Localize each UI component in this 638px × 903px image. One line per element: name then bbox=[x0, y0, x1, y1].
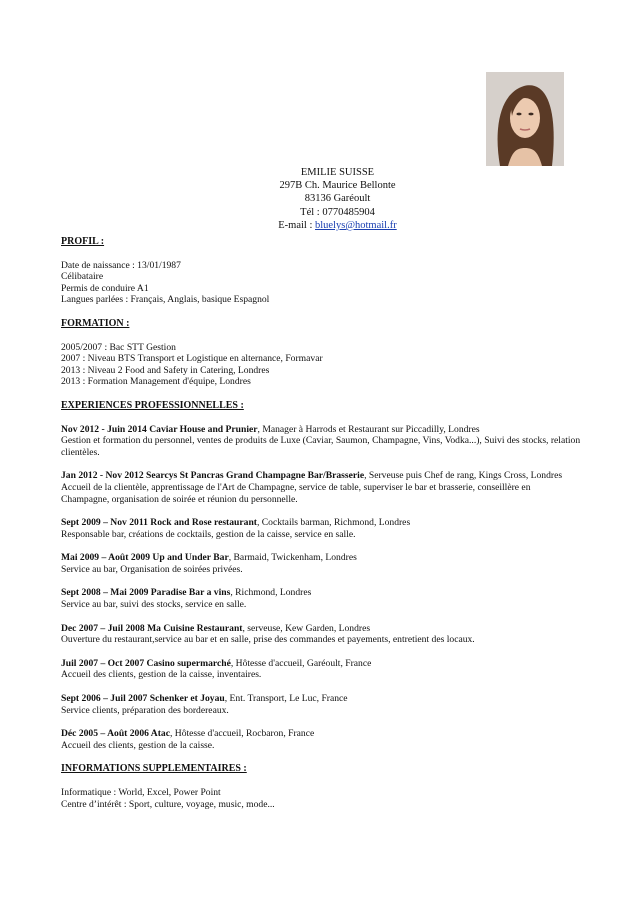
job-entry bbox=[61, 587, 581, 610]
formation-line: 2005/2007 : Bac STT Gestion bbox=[61, 341, 176, 353]
job-title: Juil 2007 – Oct 2007 Casino supermarché bbox=[61, 657, 231, 669]
profile-photo bbox=[486, 72, 564, 166]
section-title-formation: FORMATION : bbox=[61, 317, 130, 329]
job-details: , Barmaid, Twickenham, Londres bbox=[228, 552, 357, 564]
job-details: , Serveuse puis Chef de rang, Kings Cross, Londres bbox=[364, 470, 563, 482]
job-title: Jan 2012 - Nov 2012 Searcys St Pancras Grand Champagne Bar/Brasserie bbox=[61, 470, 365, 482]
job-title: Nov 2012 - Juin 2014 Caviar House and Prunier bbox=[61, 423, 258, 435]
address-line: 297B Ch. Maurice Bellonte bbox=[279, 180, 396, 192]
section-title-profil: PROFIL : bbox=[61, 236, 105, 247]
job-details: , Cocktails barman, Richmond, Londres bbox=[256, 517, 411, 529]
profil-lines bbox=[61, 260, 581, 306]
formation-line: 2007 : Niveau BTS Transport et Logistique en alternance, Formavar bbox=[61, 353, 323, 365]
job-entry bbox=[61, 658, 581, 681]
infos-line: Centre d’intérêt : Sport, culture, voyage, music, mode... bbox=[61, 798, 275, 810]
phone-line: Tél : 0770485904 bbox=[300, 206, 375, 218]
infos-lines bbox=[61, 787, 581, 810]
job-entry bbox=[61, 728, 581, 751]
job-details: , Richmond, Londres bbox=[230, 587, 312, 599]
job-entry bbox=[61, 424, 581, 459]
formation-line: 2013 : Niveau 2 Food and Safety in Catering, Londres bbox=[61, 364, 270, 376]
job-title: Sept 2006 – Juil 2007 Schenker et Joyau bbox=[61, 693, 225, 705]
job-entry bbox=[61, 470, 581, 505]
formation-line: 2013 : Formation Management d'équipe, Londres bbox=[61, 376, 251, 388]
job-entry bbox=[61, 517, 581, 540]
profil-line: Langues parlées : Français, Anglais, basique Espagnol bbox=[61, 294, 270, 306]
portrait-image bbox=[486, 72, 564, 166]
job-description: Accueil de la clientèle, apprentissage de l'Art de Champagne, service de table, superviser le bar et brasserie, conseillère en Champagne, organisation de soirée et réunion du personnelle. bbox=[61, 481, 531, 505]
job-details: , serveuse, Kew Garden, Londres bbox=[242, 622, 371, 634]
job-details: , Hôtesse d'accueil, Garéoult, France bbox=[230, 657, 372, 669]
section-title-experiences: EXPERIENCES PROFESSIONNELLES : bbox=[61, 399, 244, 411]
infos-line: Informatique : World, Excel, Power Point bbox=[61, 787, 221, 798]
job-description: Responsable bar, créations de cocktails, gestion de la caisse, service en salle. bbox=[61, 528, 356, 540]
section-title-infos: INFORMATIONS SUPPLEMENTAIRES : bbox=[61, 763, 247, 775]
job-description: Service clients, préparation des bordereaux. bbox=[61, 704, 229, 716]
job-details: , Hôtesse d'accueil, Rocbaron, France bbox=[169, 728, 315, 740]
contact-block bbox=[250, 166, 425, 232]
job-entry bbox=[61, 693, 581, 716]
email-line bbox=[250, 219, 425, 232]
profil-line: Permis de conduire A1 bbox=[61, 282, 149, 294]
job-title: Sept 2008 – Mai 2009 Paradise Bar a vins bbox=[61, 587, 231, 599]
job-title: Dec 2007 – Juil 2008 Ma Cuisine Restaurant bbox=[61, 622, 243, 634]
job-title: Déc 2005 – Août 2006 Atac bbox=[61, 728, 170, 740]
email-link[interactable]: bluelys@hotmail.fr bbox=[315, 219, 397, 231]
city-line: 83136 Garéoult bbox=[304, 193, 371, 205]
job-title: Sept 2009 – Nov 2011 Rock and Rose restaurant bbox=[61, 517, 257, 529]
job-description: Service au bar, Organisation de soirées privées. bbox=[61, 563, 243, 575]
email-label: E-mail : bbox=[278, 219, 316, 231]
job-entry bbox=[61, 552, 581, 575]
job-description: Ouverture du restaurant,service au bar et en salle, prise des commandes et payements, entretient des locaux. bbox=[61, 634, 475, 646]
job-entry bbox=[61, 623, 581, 646]
job-description: Service au bar, suivi des stocks, service en salle. bbox=[61, 599, 247, 611]
job-title: Mai 2009 – Août 2009 Up and Under Bar bbox=[61, 552, 229, 564]
job-description: Gestion et formation du personnel, ventes de produits de Luxe (Caviar, Saumon, Champagne, Vins, Vodka...), Suivi des stocks, relation clientèles. bbox=[61, 435, 581, 458]
job-description: Accueil des clients, gestion de la caisse. bbox=[61, 739, 215, 751]
formation-lines bbox=[61, 342, 581, 388]
job-details: , Ent. Transport, Le Luc, France bbox=[224, 693, 348, 705]
cv-body bbox=[61, 236, 581, 810]
profil-line: Célibataire bbox=[61, 271, 104, 283]
job-details: , Manager à Harrods et Restaurant sur Piccadilly, Londres bbox=[257, 423, 480, 435]
profil-line: Date de naissance : 13/01/1987 bbox=[61, 259, 181, 271]
candidate-name: EMILIE SUISSE bbox=[300, 167, 375, 178]
job-description: Accueil des clients, gestion de la caisse, inventaires. bbox=[61, 669, 262, 681]
